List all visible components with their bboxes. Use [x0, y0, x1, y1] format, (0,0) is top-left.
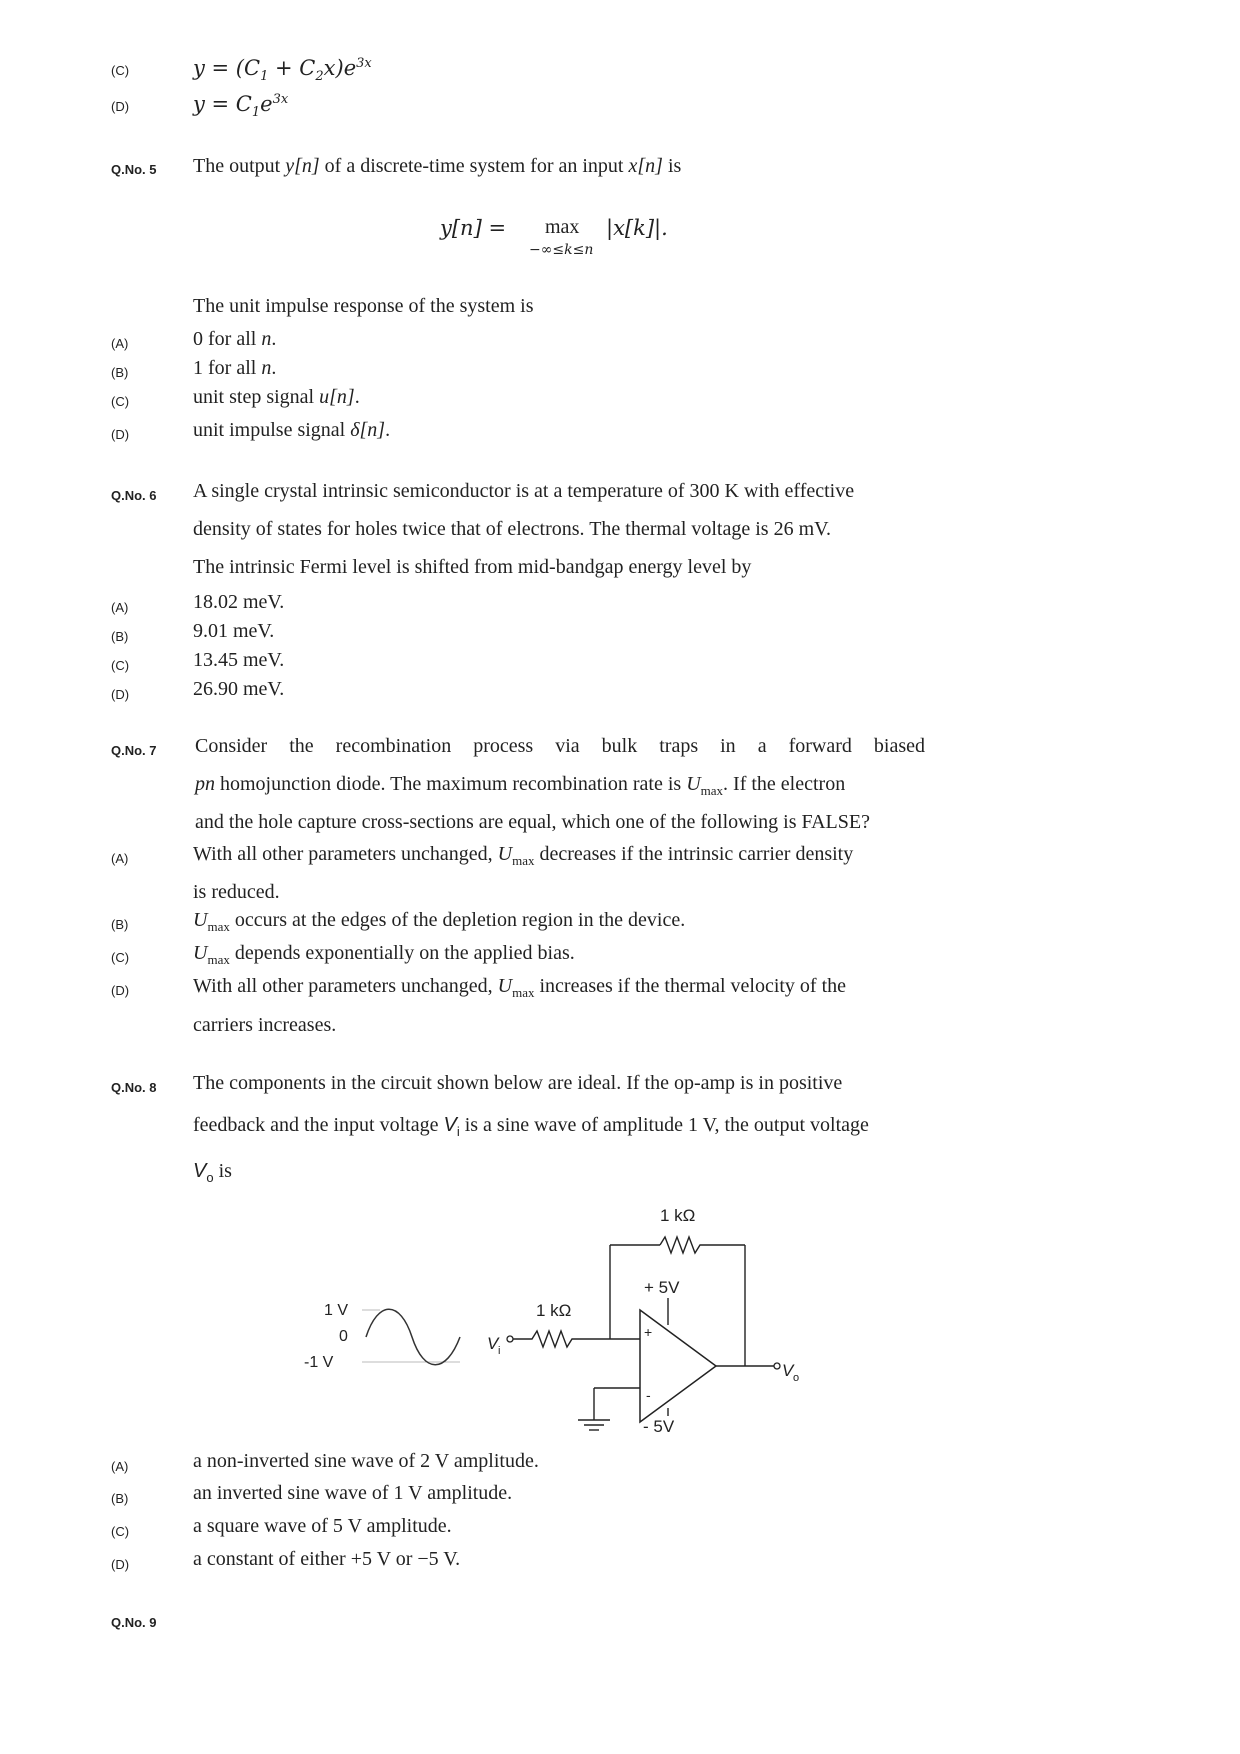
- output-voltage-label: V: [782, 1361, 794, 1380]
- question-stem-line: Consider the recombination process via bulk traps in a forward biased: [195, 735, 925, 757]
- option-text: With all other parameters unchanged, $U_{max}$ increases if the thermal velocity of the: [193, 975, 847, 1000]
- option-label: (B): [111, 629, 129, 644]
- input-resistor-label: 1 kΩ: [536, 1301, 572, 1320]
- option-label: (C): [111, 950, 130, 965]
- option-label: (D): [111, 687, 130, 702]
- option-label: (A): [111, 851, 129, 866]
- question-stem-line: The components in the circuit shown below are ideal. If the op-amp is in positive: [193, 1072, 843, 1094]
- option-label: (C): [111, 1524, 130, 1539]
- question-stem-line: density of states for holes twice that of electrons. The thermal voltage is 26 mV.: [193, 518, 831, 540]
- waveform-high-label: 1 V: [324, 1302, 349, 1319]
- question-stem-line: The intrinsic Fermi level is shifted from mid-bandgap energy level by: [193, 556, 752, 578]
- option-text: a non-inverted sine wave of 2 V amplitude.: [193, 1450, 539, 1472]
- option-label: (D): [111, 1557, 130, 1572]
- equation-rhs: |x[k]|.: [606, 216, 668, 240]
- pos-supply-label: + 5V: [644, 1278, 680, 1297]
- option-text: unit impulse signal δ[n].: [193, 419, 391, 441]
- question-number: Q.No. 7: [111, 743, 157, 758]
- option-label: (C): [111, 658, 130, 673]
- question-number: Q.No. 9: [111, 1615, 157, 1630]
- option-text-continued: is reduced.: [193, 881, 280, 903]
- option-text-continued: carriers increases.: [193, 1014, 337, 1036]
- question-stem-line: $V_o$ is: [193, 1160, 232, 1185]
- question-number: Q.No. 6: [111, 488, 157, 503]
- feedback-resistor: [660, 1237, 745, 1253]
- question-number: Q.No. 8: [111, 1080, 157, 1095]
- option-label: (A): [111, 336, 129, 351]
- option-text: 26.90 meV.: [193, 678, 285, 700]
- waveform-zero-label: 0: [339, 1328, 348, 1345]
- input-voltage-label: V: [487, 1334, 499, 1353]
- input-terminal: [507, 1336, 513, 1342]
- question-stem-line: pn homojunction diode. The maximum recombination rate is $U_{max}$. If the electron: [195, 773, 846, 798]
- equation-max: max: [545, 216, 580, 238]
- option-text: unit step signal u[n].: [193, 386, 360, 408]
- sine-wave: [366, 1309, 460, 1365]
- neg-supply-label: - 5V: [643, 1417, 675, 1436]
- question-stem-line: feedback and the input voltage $V_i$ is a sine wave of amplitude 1 V, the output voltage: [193, 1114, 869, 1139]
- option-text: a square wave of 5 V amplitude.: [193, 1515, 452, 1537]
- option-label: (D): [111, 427, 130, 442]
- option-text: 13.45 meV.: [193, 649, 285, 671]
- question-stem-line: A single crystal intrinsic semiconductor is at a temperature of 300 K with effective: [193, 480, 855, 502]
- option-text: 1 for all n.: [193, 357, 277, 379]
- minus-sign: -: [646, 1387, 651, 1403]
- option-label: (C): [111, 63, 130, 78]
- option-label: (B): [111, 365, 129, 380]
- option-text: With all other parameters unchanged, $U_{max}$ decreases if the intrinsic carrier density: [193, 843, 854, 868]
- feedback-resistor-label: 1 kΩ: [660, 1206, 696, 1225]
- plus-sign: +: [644, 1324, 653, 1340]
- option-label: (C): [111, 394, 130, 409]
- waveform-low-label: -1 V: [304, 1354, 334, 1371]
- input-voltage-sub: i: [498, 1345, 501, 1357]
- question-prompt: The unit impulse response of the system is: [193, 295, 534, 317]
- question-stem: The output y[n] of a discrete-time system for an input x[n] is: [193, 155, 682, 177]
- option-label: (D): [111, 983, 130, 998]
- option-text: $U_{max}$ occurs at the edges of the depletion region in the device.: [193, 909, 686, 934]
- output-voltage-sub: o: [793, 1372, 800, 1384]
- option-label: (D): [111, 99, 130, 114]
- option-label: (A): [111, 1459, 129, 1474]
- option-expression: $y = (C_1 + C_2x)e^{3x}$: [193, 56, 372, 85]
- option-text: $U_{max}$ depends exponentially on the applied bias.: [193, 942, 575, 967]
- option-label: (A): [111, 600, 129, 615]
- equation-range: −∞≤k≤n: [529, 242, 594, 258]
- question-stem-line: and the hole capture cross-sections are equal, which one of the following is FALSE?: [195, 811, 870, 833]
- input-resistor: [513, 1331, 610, 1347]
- option-text: an inverted sine wave of 1 V amplitude.: [193, 1482, 513, 1504]
- option-text: a constant of either +5 V or −5 V.: [193, 1548, 461, 1570]
- option-text: 18.02 meV.: [193, 591, 285, 613]
- option-label: (B): [111, 1491, 129, 1506]
- output-terminal: [774, 1363, 780, 1369]
- option-expression: $y = C_1e^{3x}$: [193, 92, 289, 121]
- option-label: (B): [111, 917, 129, 932]
- question-number: Q.No. 5: [111, 162, 157, 177]
- equation-lhs: y[n] =: [440, 216, 507, 240]
- option-text: 0 for all n.: [193, 328, 277, 350]
- option-text: 9.01 meV.: [193, 620, 275, 642]
